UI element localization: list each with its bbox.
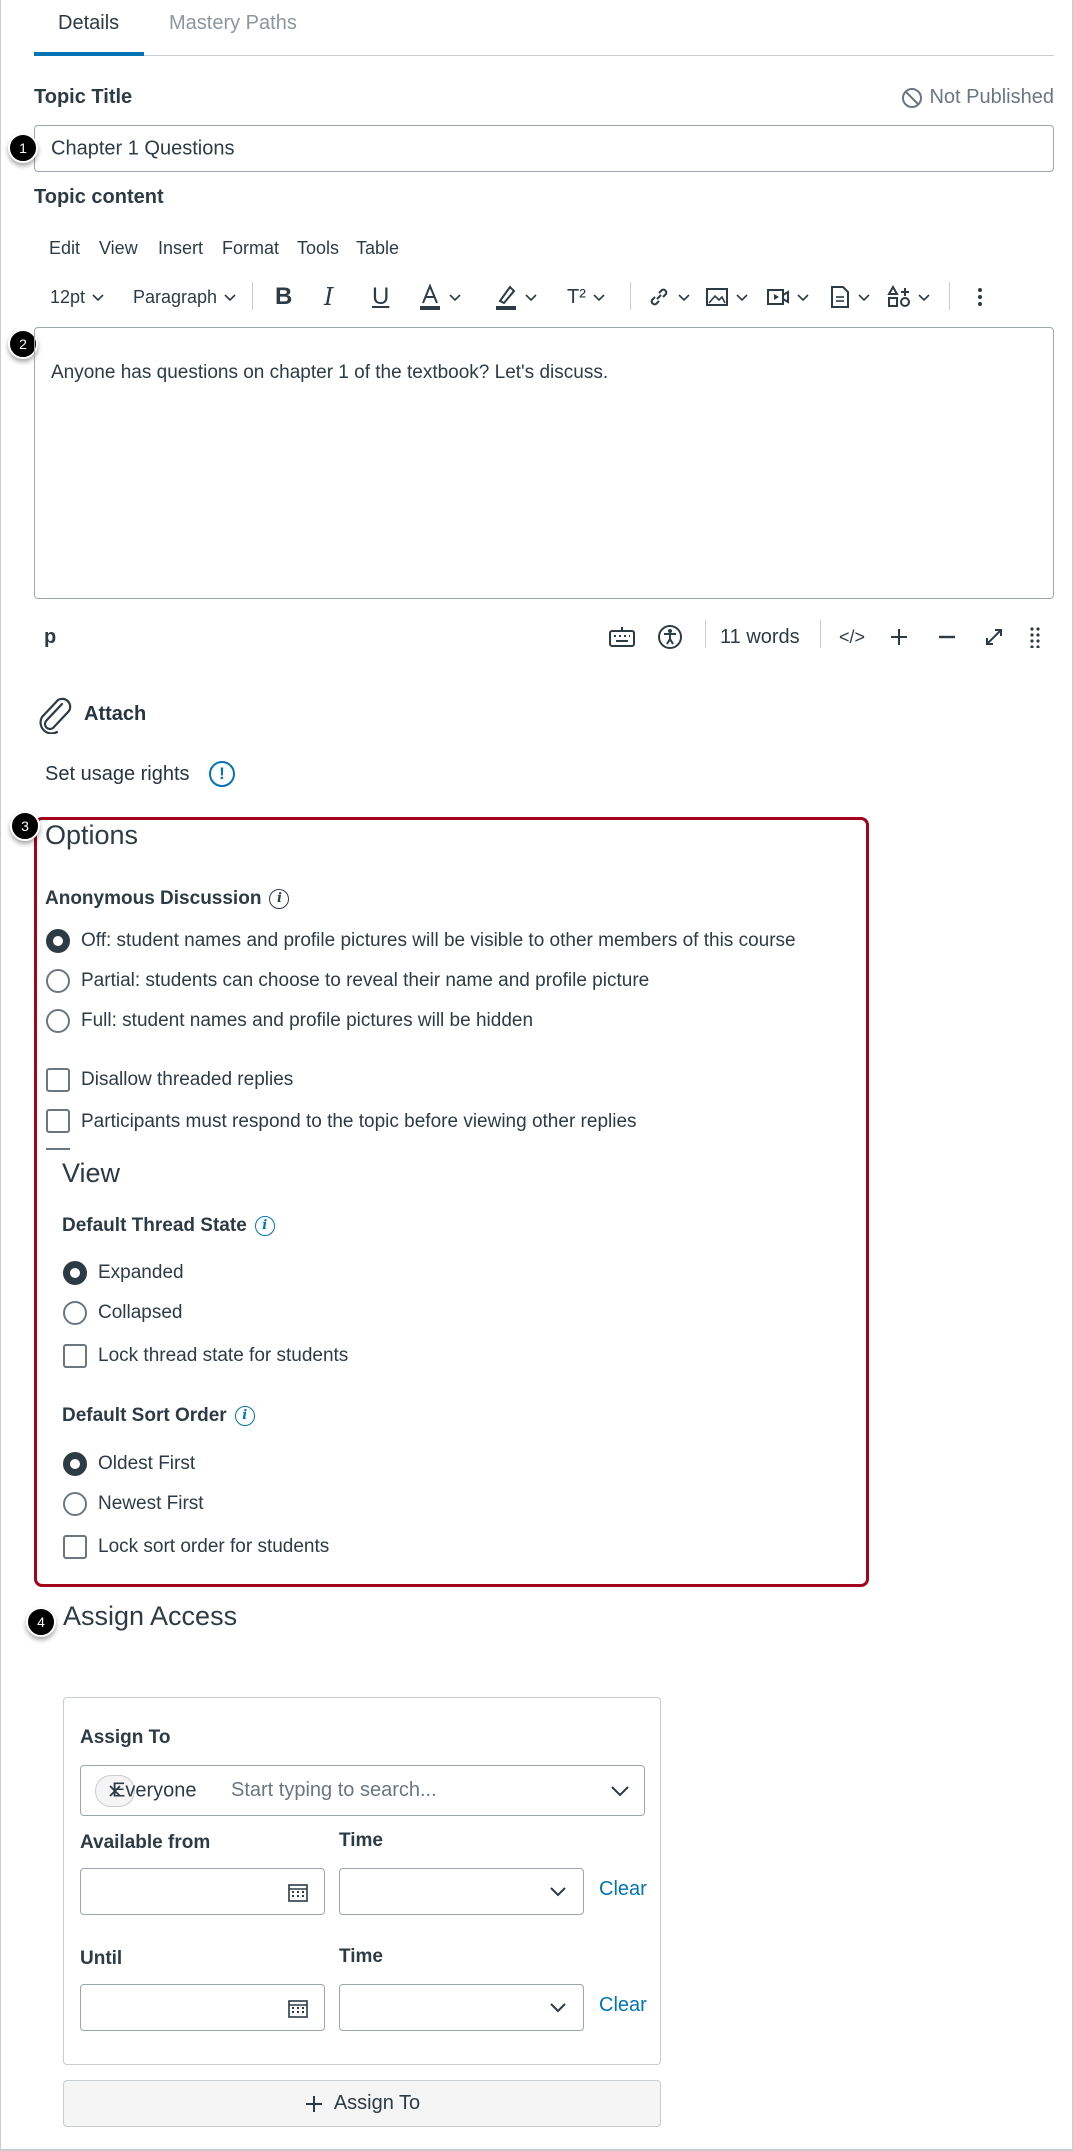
zoom-out-button[interactable] <box>937 622 957 652</box>
editor-body-text: Anyone has questions on chapter 1 of the textbook? Let's discuss. <box>51 362 609 383</box>
image-button[interactable] <box>705 280 749 314</box>
anonymous-full-label[interactable]: Full: student names and profile pictures will be hidden <box>81 1010 534 1031</box>
tab-divider <box>34 55 1054 56</box>
bold-icon[interactable]: B <box>275 283 293 310</box>
highlight-color-button[interactable] <box>494 280 538 314</box>
available-from-label: Available from <box>80 1832 211 1853</box>
chevron-down-icon <box>917 290 931 304</box>
zoom-in-button[interactable] <box>889 622 909 652</box>
calendar-icon[interactable] <box>288 1998 308 2018</box>
anonymous-discussion-text: Anonymous Discussion <box>45 888 262 909</box>
topic-content-label: Topic content <box>34 186 164 208</box>
element-path[interactable]: p <box>44 625 57 648</box>
menu-view[interactable]: View <box>99 238 138 258</box>
anonymous-off-label[interactable]: Off: student names and profile pictures will be visible to other members of this course <box>81 930 796 951</box>
block-format-select[interactable] <box>133 280 237 314</box>
chevron-down-icon <box>796 290 810 304</box>
default-sort-order-label <box>62 1405 255 1427</box>
media-button[interactable] <box>766 280 810 314</box>
chevron-down-icon <box>91 290 105 304</box>
menu-edit[interactable]: Edit <box>49 238 81 258</box>
toolbar-divider <box>252 282 253 310</box>
thread-expanded-label[interactable]: Expanded <box>98 1262 184 1283</box>
clear-available-from-link[interactable]: Clear <box>599 1878 647 1900</box>
html-editor-toggle[interactable]: </> <box>839 626 866 647</box>
callout-badge-3: 3 <box>10 811 40 841</box>
callout-badge-2: 2 <box>8 329 38 359</box>
font-size-value: 12pt <box>50 286 86 307</box>
lock-sort-order-label[interactable]: Lock sort order for students <box>98 1536 330 1557</box>
until-date-input[interactable] <box>80 1984 325 2031</box>
accessibility-icon <box>657 624 683 650</box>
chevron-down-icon <box>677 290 691 304</box>
options-heading: Options <box>45 820 139 850</box>
link-button[interactable] <box>647 280 691 314</box>
available-time-select[interactable] <box>339 1868 584 1915</box>
resize-handle[interactable] <box>1030 622 1040 652</box>
highlighter-icon <box>494 283 518 311</box>
menu-table[interactable]: Table <box>356 238 400 258</box>
apps-button[interactable] <box>887 280 931 314</box>
status-divider <box>705 620 706 648</box>
image-icon <box>705 285 729 309</box>
info-icon[interactable]: i <box>235 1406 255 1426</box>
more-options-button[interactable] <box>976 280 984 314</box>
lock-thread-state-label[interactable]: Lock thread state for students <box>98 1345 349 1366</box>
superscript-button[interactable] <box>567 280 606 314</box>
usage-rights-label: Set usage rights <box>45 763 190 785</box>
assign-to-input[interactable] <box>80 1765 645 1816</box>
available-from-date-input[interactable] <box>80 1868 325 1915</box>
attach-button[interactable] <box>34 694 146 734</box>
link-icon <box>647 285 671 309</box>
info-icon[interactable]: i <box>255 1216 275 1236</box>
toolbar-divider <box>630 282 631 310</box>
thread-collapsed-label[interactable]: Collapsed <box>98 1302 183 1323</box>
topic-title-label: Topic Title <box>34 86 133 108</box>
callout-badge-4: 4 <box>26 1607 56 1637</box>
drag-handle-icon <box>1030 626 1040 648</box>
anonymous-partial-label[interactable]: Partial: students can choose to reveal their name and profile picture <box>81 970 650 991</box>
sort-newest-label[interactable]: Newest First <box>98 1493 204 1514</box>
block-format-value: Paragraph <box>133 286 218 307</box>
publish-status <box>901 86 1054 109</box>
until-time-label: Time <box>339 1946 384 1967</box>
thread-expanded-radio[interactable] <box>63 1261 87 1285</box>
toolbar-divider <box>949 282 950 310</box>
chevron-down-icon <box>223 290 237 304</box>
lock-sort-order-checkbox[interactable] <box>63 1535 87 1559</box>
default-thread-state-label <box>62 1215 275 1237</box>
must-respond-checkbox[interactable] <box>46 1109 70 1133</box>
italic-icon[interactable]: I <box>324 283 334 311</box>
info-icon[interactable]: i <box>269 889 289 909</box>
until-time-select[interactable] <box>339 1984 584 2031</box>
until-label: Until <box>80 1948 123 1969</box>
more-vertical-icon <box>976 286 984 308</box>
assignee-tag-label: Everyone <box>112 1779 197 1802</box>
disallow-threaded-label[interactable]: Disallow threaded replies <box>81 1069 294 1090</box>
plus-icon <box>889 627 909 647</box>
publish-status-text: Not Published <box>929 86 1054 108</box>
paperclip-icon <box>34 694 76 734</box>
document-button[interactable] <box>829 280 871 314</box>
clear-until-link[interactable]: Clear <box>599 1994 647 2016</box>
sort-newest-radio[interactable] <box>63 1492 87 1516</box>
word-count[interactable]: 11 words <box>720 625 800 648</box>
view-heading: View <box>62 1158 121 1188</box>
font-size-select[interactable] <box>50 280 105 314</box>
keyboard-icon <box>609 626 635 648</box>
attach-label: Attach <box>84 702 147 725</box>
menu-insert[interactable]: Insert <box>158 238 204 258</box>
default-thread-state-text: Default Thread State <box>62 1215 247 1236</box>
anonymous-off-radio[interactable] <box>46 929 70 953</box>
add-assign-to-label: Assign To <box>333 2092 421 2114</box>
chevron-down-icon <box>448 290 462 304</box>
lock-thread-state-checkbox[interactable] <box>63 1344 87 1368</box>
sort-oldest-radio[interactable] <box>63 1452 87 1476</box>
thread-collapsed-radio[interactable] <box>63 1301 87 1325</box>
underline-icon[interactable]: U <box>372 283 390 310</box>
chevron-down-icon[interactable] <box>610 1783 630 1799</box>
chevron-down-icon <box>857 290 871 304</box>
expand-icon <box>984 627 1004 647</box>
chevron-down-icon <box>524 290 538 304</box>
calendar-icon[interactable] <box>288 1882 308 1902</box>
anonymous-full-radio[interactable] <box>46 1009 70 1033</box>
superscript-icon: T² <box>567 285 586 308</box>
tab-details[interactable]: Details <box>58 12 120 34</box>
must-respond-label[interactable]: Participants must respond to the topic before viewing other replies <box>81 1111 637 1132</box>
assignee-tag[interactable] <box>95 1775 197 1807</box>
anonymous-discussion-label <box>45 888 289 910</box>
document-icon <box>829 285 851 309</box>
keyboard-shortcuts-button[interactable] <box>609 622 635 652</box>
default-sort-order-text: Default Sort Order <box>62 1405 227 1426</box>
available-time-label: Time <box>339 1830 384 1851</box>
rich-content-editor[interactable] <box>34 327 1054 599</box>
topic-title-input[interactable] <box>34 125 1054 172</box>
menu-format[interactable]: Format <box>222 238 280 258</box>
minus-icon <box>937 627 957 647</box>
add-assign-to-button[interactable] <box>63 2080 661 2127</box>
usage-rights-warning-icon[interactable]: ! <box>209 761 235 787</box>
active-tab-indicator <box>34 52 144 56</box>
accessibility-checker-button[interactable] <box>657 622 683 652</box>
menu-tools[interactable]: Tools <box>297 238 340 258</box>
disallow-threaded-checkbox[interactable] <box>46 1068 70 1092</box>
media-icon <box>766 285 790 309</box>
text-color-icon <box>418 283 442 311</box>
text-color-button[interactable] <box>418 280 462 314</box>
assign-search-placeholder: Start typing to search... <box>231 1779 437 1801</box>
fullscreen-button[interactable] <box>984 622 1004 652</box>
sort-oldest-label[interactable]: Oldest First <box>98 1453 196 1474</box>
assign-access-heading: Assign Access <box>63 1601 238 1631</box>
topic-title-value: Chapter 1 Questions <box>51 137 235 159</box>
callout-badge-1: 1 <box>8 133 38 163</box>
chevron-down-icon <box>549 2001 567 2015</box>
anonymous-partial-radio[interactable] <box>46 969 70 993</box>
chevron-down-icon <box>735 290 749 304</box>
plus-icon <box>304 2094 324 2114</box>
clipped-checkbox <box>46 1148 70 1152</box>
status-divider <box>820 620 821 648</box>
apps-icon <box>887 285 911 309</box>
chevron-down-icon <box>592 290 606 304</box>
unpublished-icon <box>901 87 923 109</box>
tab-mastery-paths[interactable]: Mastery Paths <box>169 12 297 34</box>
assign-to-label: Assign To <box>80 1727 171 1748</box>
chevron-down-icon <box>549 1885 567 1899</box>
